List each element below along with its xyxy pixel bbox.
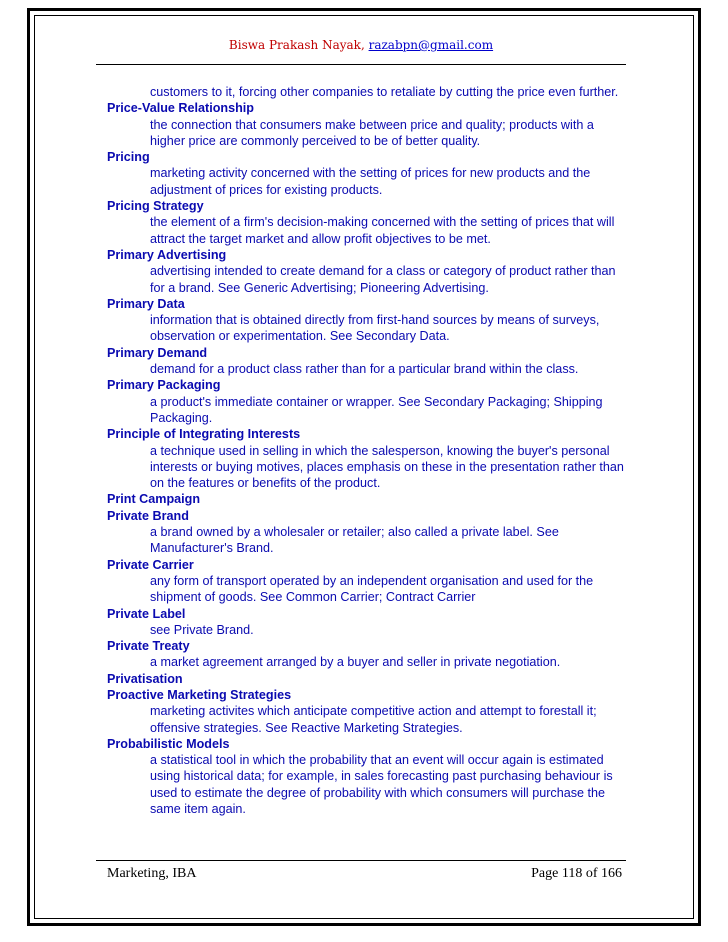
glossary-term: Primary Data <box>107 296 185 311</box>
glossary-term: Primary Packaging <box>107 378 221 393</box>
glossary-definition: the connection that consumers make between price and quality; products with a higher price are commonly perceived to be of better quality. <box>150 117 594 148</box>
glossary-definition: a technique used in selling in which the salesperson, knowing the buyer's personal interests or buying motives, places emphasis on these in the presentation rather than on the features or benefits of the product. <box>150 443 624 491</box>
footer-rule <box>96 860 626 861</box>
glossary-term: Primary Advertising <box>107 247 227 262</box>
glossary-term: Probabilistic Models <box>107 736 230 751</box>
glossary-term: Principle of Integrating Interests <box>107 427 301 442</box>
glossary-definition: a product's immediate container or wrapper. See Secondary Packaging; Shipping Packaging. <box>150 394 603 425</box>
glossary-term: Private Treaty <box>107 639 190 654</box>
glossary-definition: advertising intended to create demand for a class or category of product rather than for a brand. See Generic Advertising; Pioneering Advertising. <box>150 264 616 295</box>
glossary-definition: marketing activity concerned with the setting of prices for new products and the adjustment of prices for existing products. <box>150 166 591 197</box>
glossary-term: Print Campaign <box>107 492 201 507</box>
header-email-link[interactable]: razabpn@gmail.com <box>368 38 494 52</box>
glossary-term: Primary Demand <box>107 345 208 360</box>
glossary-definition: the element of a firm's decision-making concerned with the setting of prices that will attract the target market and allow profit objectives to be met. <box>150 215 615 246</box>
header-separator: , <box>360 38 369 52</box>
glossary-content <box>107 84 627 817</box>
glossary-definition: marketing activites which anticipate competitive action and attempt to forestall it; offensive strategies. See Reactive Marketing Strategies. <box>150 704 597 735</box>
glossary-definition: any form of transport operated by an independent organisation and used for the shipment of goods. See Common Carrier; Contract Carrier <box>150 573 594 605</box>
glossary-definition: see Private Brand. <box>150 622 254 637</box>
glossary-definition: demand for a product class rather than for a particular brand within the class. <box>150 362 579 377</box>
header-author: Biswa Prakash Nayak <box>228 38 361 52</box>
glossary-term: Proactive Marketing Strategies <box>107 687 292 702</box>
glossary-term: Price-Value Relationship <box>107 101 254 116</box>
footer-left-text: Marketing, IBA <box>107 866 197 881</box>
glossary-term: Pricing Strategy <box>107 199 204 214</box>
glossary-definition: a brand owned by a wholesaler or retailer; also called a private label. See Manufacturer's Brand. <box>150 525 559 556</box>
header-rule <box>96 64 626 65</box>
glossary-term: Private Carrier <box>107 557 194 572</box>
glossary-entries <box>107 100 627 817</box>
glossary-definition: information that is obtained directly from first-hand sources by means of surveys, observation or experimentation. See Secondary Data. <box>150 313 600 344</box>
glossary-term: Pricing <box>107 150 150 165</box>
footer-page-number: Page 118 of 166 <box>531 866 622 881</box>
glossary-term: Private Brand <box>107 508 189 523</box>
continuation-text: customers to it, forcing other companies to retaliate by cutting the price even further. <box>150 85 619 99</box>
glossary-definition: a market agreement arranged by a buyer and seller in private negotiation. <box>150 655 561 670</box>
glossary-definition: a statistical tool in which the probability that an event will occur again is estimated using historical data; for example, in sales forecasting past purchasing behaviour is used to estimate the degree of probability with which consumers will purchase the same item again. <box>150 753 613 817</box>
page-header <box>96 38 626 52</box>
glossary-term: Private Label <box>107 606 186 621</box>
glossary-term: Privatisation <box>107 671 183 686</box>
